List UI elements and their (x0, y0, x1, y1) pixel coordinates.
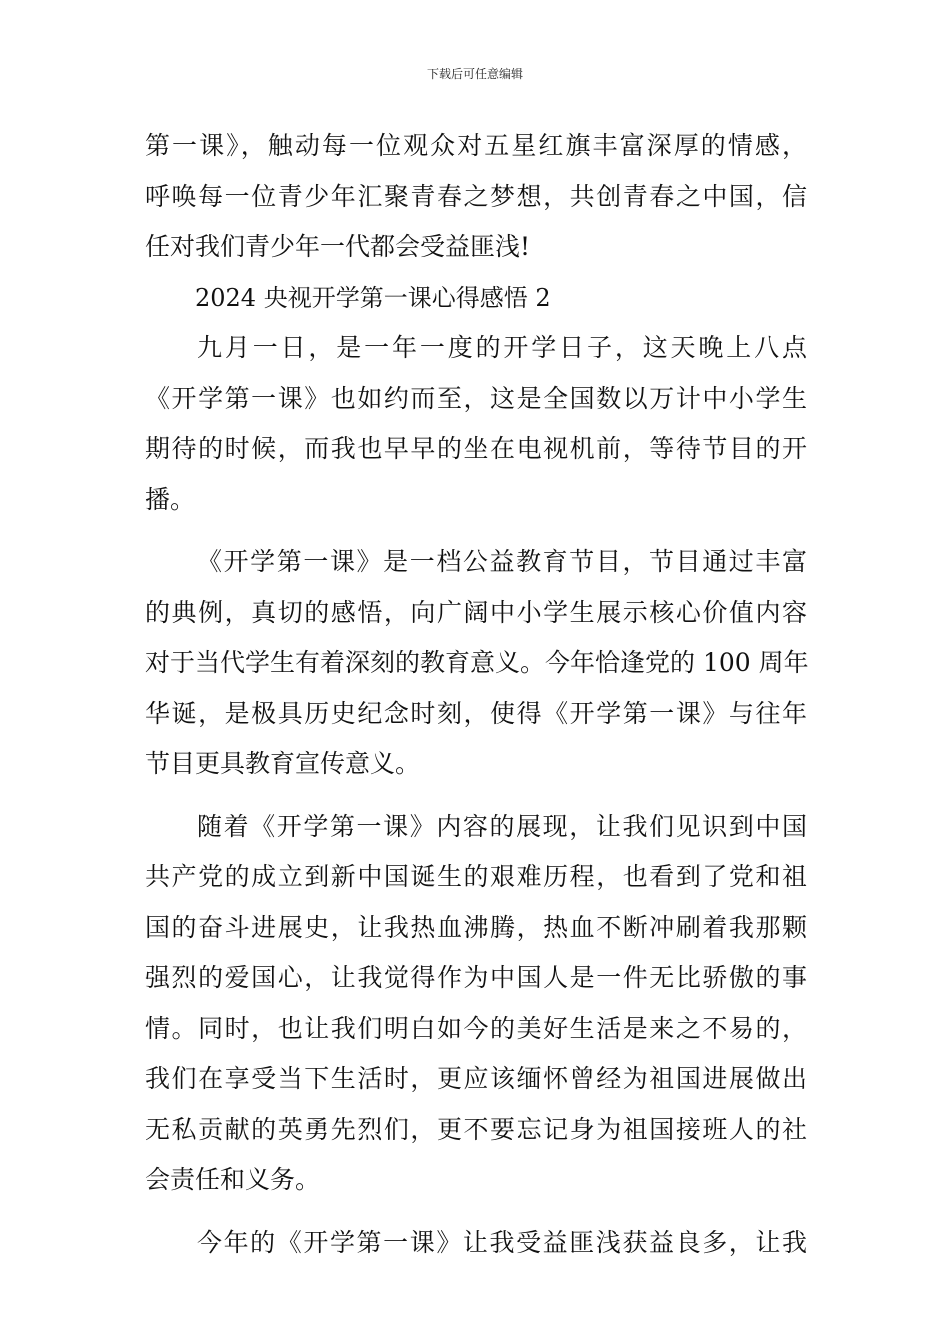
paragraph-spacer (145, 795, 807, 807)
text-line: 呼唤每一位青少年汇聚青春之梦想，共创青春之中国，信 (145, 181, 807, 211)
paragraph-first-line: 今年的《开学第一课》让我受益匪浅获益良多，让我 (197, 1227, 807, 1257)
text-line: 华诞，是极具历史纪念时刻，使得《开学第一课》与往年 (145, 698, 807, 728)
text-line: 《开学第一课》也如约而至，这是全国数以万计中小学生 (145, 383, 807, 413)
text-line: 节目更具教育宣传意义。 (145, 749, 421, 778)
paragraph-spacer (145, 1211, 807, 1223)
text-line: 我们在享受当下生活时，更应该缅怀曾经为祖国进展做出 (145, 1064, 807, 1093)
text-line: 强烈的爱国心，让我觉得作为中国人是一件无比骄傲的事 (145, 963, 807, 992)
text-line: 对于当代学生有着深刻的教育意义。今年恰逢党的 100 周年 (145, 648, 809, 677)
paragraph-first-line: 九月一日，是一年一度的开学日子，这天晚上八点 (197, 333, 807, 362)
text-line: 任对我们青少年一代都会受益匪浅! (145, 232, 531, 261)
text-line: 情。同时，也让我们明白如今的美好生活是来之不易的， (145, 1013, 807, 1043)
text-line: 国的奋斗进展史，让我热血沸腾，热血不断冲刷着我那颗 (145, 912, 807, 942)
text-line: 会责任和义务。 (145, 1165, 321, 1194)
text-line: 的典例，真切的感悟，向广阔中小学生展示核心价值内容 (145, 597, 807, 627)
paragraph-spacer (145, 530, 807, 542)
text-line: 期待的时候，而我也早早的坐在电视机前，等待节目的开 (145, 434, 807, 463)
paragraph-first-line: 随着《开学第一课》内容的展现，让我们见识到中国 (197, 811, 807, 841)
paragraph-first-line: 《开学第一课》是一档公益教育节目，节目通过丰富 (197, 547, 807, 576)
section-heading: 2024 央视开学第一课心得感悟 2 (195, 283, 551, 312)
document-body (145, 126, 807, 1273)
text-line: 第一课》，触动每一位观众对五星红旗丰富深厚的情感， (145, 131, 807, 160)
text-line: 无私贡献的英勇先烈们，更不要忘记身为祖国接班人的社 (145, 1114, 807, 1144)
text-line: 共产党的成立到新中国诞生的艰难历程，也看到了党和祖 (145, 862, 807, 891)
text-line: 播。 (145, 484, 196, 514)
page-header-note: 下载后可任意编辑 (426, 67, 523, 81)
